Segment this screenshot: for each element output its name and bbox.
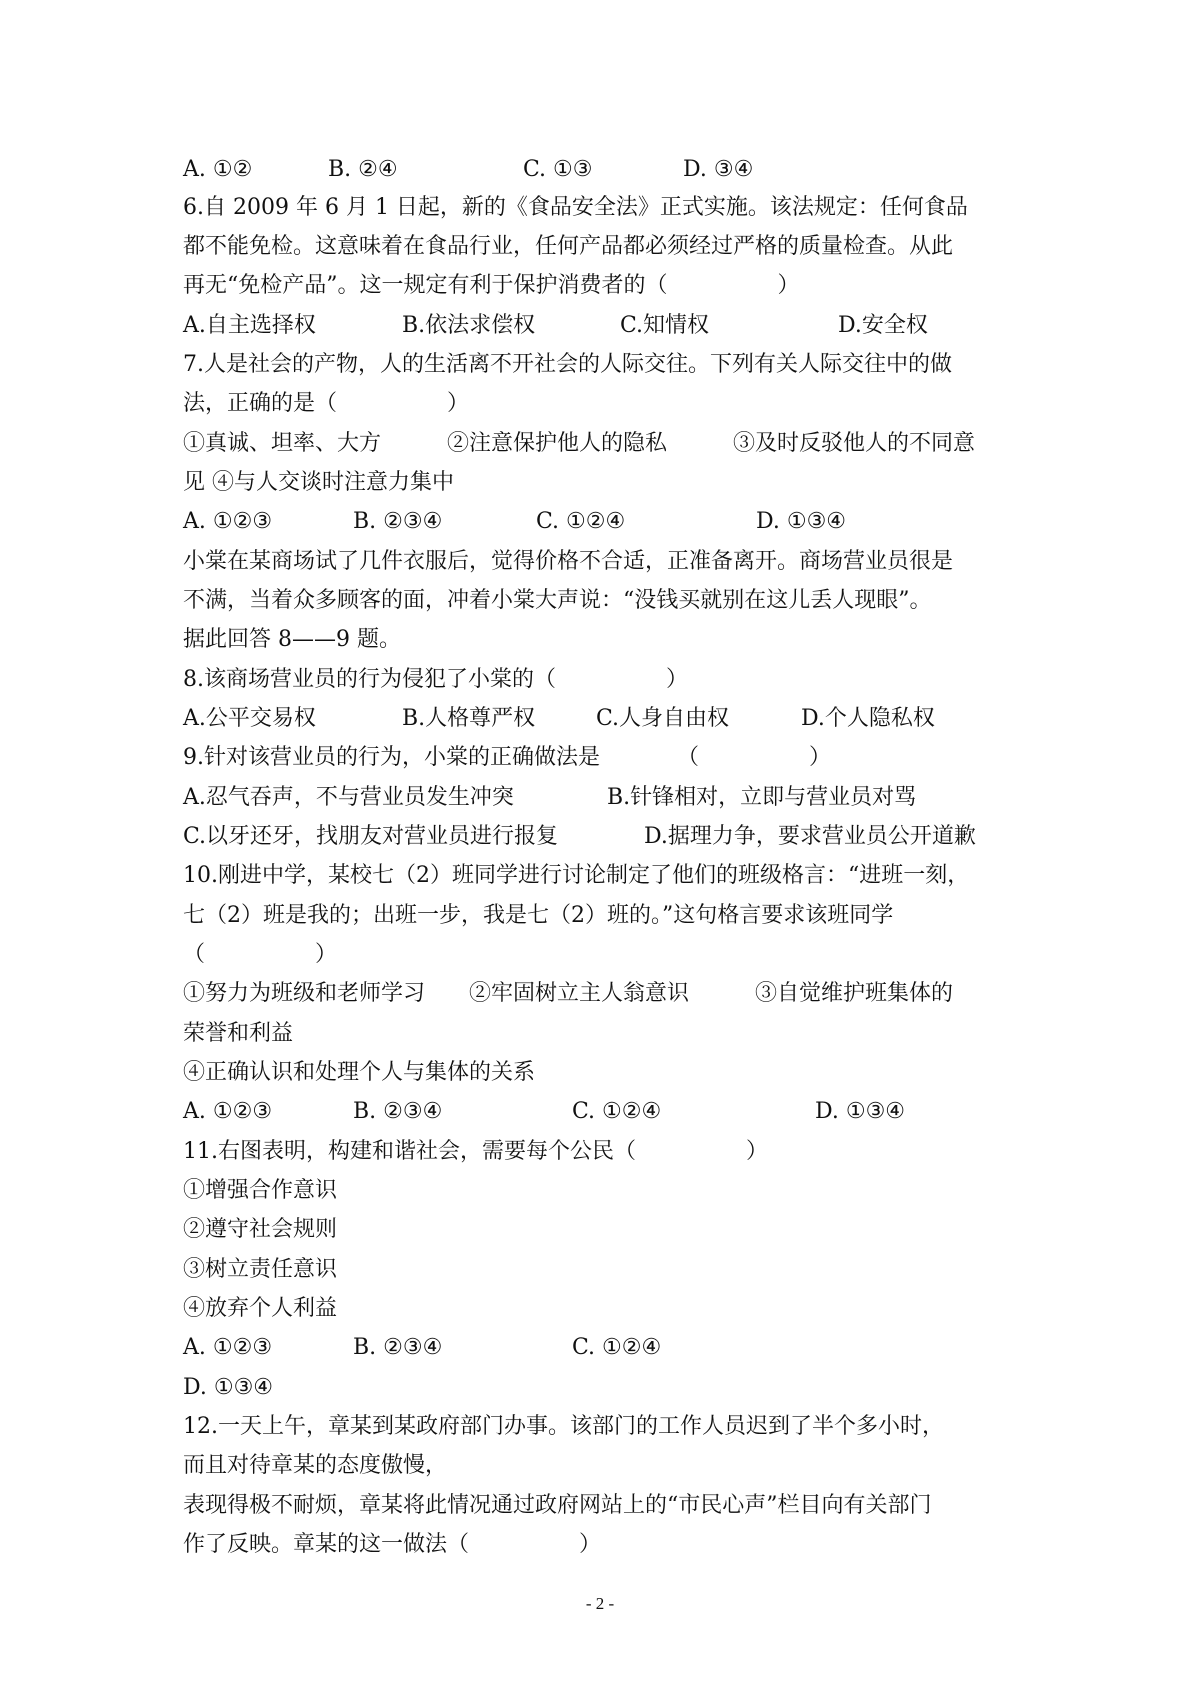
q6-stem-line: 6.自 2009 年 6 月 1 日起，新的《食品安全法》正式实施。该法规定：任何食品 <box>183 195 968 220</box>
q7-choice-line: ①真诚、坦率、大方 ②注意保护他人的隐私 ③及时反驳他人的不同意 <box>183 431 976 456</box>
q6-option-d: D.安全权 <box>838 313 928 338</box>
q11-option-b: B. ②③④ <box>353 1335 443 1360</box>
q8-option-c: C.人身自由权 <box>596 706 730 731</box>
q7-option-b: B. ②③④ <box>353 509 443 534</box>
q7-choice-line: 见 ④与人交谈时注意力集中 <box>183 470 454 495</box>
q10-option-a: A. ①②③ <box>183 1099 273 1124</box>
q10-choice-line: 荣誉和利益 <box>183 1021 294 1046</box>
q11-choice-line: ①增强合作意识 <box>183 1178 338 1203</box>
q11-choice-line: ②遵守社会规则 <box>183 1217 338 1242</box>
page-number: - 2 - <box>585 1594 615 1613</box>
q5-option-d: D. ③④ <box>683 157 754 182</box>
q8-option-d: D.个人隐私权 <box>801 706 935 731</box>
q10-stem-line: 七（2）班是我的；出班一步，我是七（2）班的。”这句格言要求该班同学 <box>183 903 894 928</box>
q5-option-c: C. ①③ <box>523 157 593 182</box>
q9-option-b: B.针锋相对，立即与营业员对骂 <box>607 785 917 810</box>
q8-option-b: B.人格尊严权 <box>402 706 536 731</box>
q9-option-d: D.据理力争，要求营业员公开道歉 <box>644 824 976 849</box>
q10-option-d: D. ①③④ <box>815 1099 906 1124</box>
q10-choice-line: ④正确认识和处理个人与集体的关系 <box>183 1060 536 1085</box>
material-line: 小棠在某商场试了几件衣服后，觉得价格不合适，正准备离开。商场营业员很是 <box>183 549 954 574</box>
q11-option-c: C. ①②④ <box>572 1335 662 1360</box>
q7-stem-line: 法，正确的是（ ） <box>183 391 470 416</box>
q6-option-a: A.自主选择权 <box>183 313 316 338</box>
q7-stem-line: 7.人是社会的产物，人的生活离不开社会的人际交往。下列有关人际交往中的做 <box>183 352 952 377</box>
q12-stem-line: 而且对待章某的态度傲慢， <box>183 1453 448 1478</box>
q12-stem-line: 作了反映。章某的这一做法（ ） <box>183 1532 602 1557</box>
q9-stem: 9.针对该营业员的行为，小棠的正确做法是 （ ） <box>183 745 831 770</box>
q10-option-c: C. ①②④ <box>572 1099 662 1124</box>
q9-option-c: C.以牙还牙，找朋友对营业员进行报复 <box>183 824 559 849</box>
q8-option-a: A.公平交易权 <box>183 706 316 731</box>
material-line: 据此回答 8——9 题。 <box>183 627 401 652</box>
q11-option-a: A. ①②③ <box>183 1335 273 1360</box>
q7-option-a: A. ①②③ <box>183 509 273 534</box>
q7-option-d: D. ①③④ <box>756 509 847 534</box>
q6-option-c: C.知情权 <box>620 313 710 338</box>
q6-stem-line: 都不能免检。这意味着在食品行业，任何产品都必须经过严格的质量检查。从此 <box>183 234 954 259</box>
q9-option-a: A.忍气吞声，不与营业员发生冲突 <box>183 785 514 810</box>
q12-stem-line: 表现得极不耐烦，章某将此情况通过政府网站上的“市民心声”栏目向有关部门 <box>183 1493 932 1518</box>
q6-stem-line: 再无“免检产品”。这一规定有利于保护消费者的（ ） <box>183 273 800 298</box>
q10-choice-line: ①努力为班级和老师学习 ②牢固树立主人翁意识 ③自觉维护班集体的 <box>183 981 954 1006</box>
material-line: 不满，当着众多顾客的面，冲着小棠大声说：“没钱买就别在这儿丢人现眼”。 <box>183 588 932 613</box>
q10-stem-line: （ ） <box>183 942 338 967</box>
q12-stem-line: 12.一天上午，章某到某政府部门办事。该部门的工作人员迟到了半个多小时， <box>183 1414 944 1439</box>
q5-option-b: B. ②④ <box>328 157 398 182</box>
q6-option-b: B.依法求偿权 <box>402 313 536 338</box>
q11-stem: 11.右图表明，构建和谐社会，需要每个公民（ ） <box>183 1139 768 1164</box>
q8-stem: 8.该商场营业员的行为侵犯了小棠的（ ） <box>183 667 688 692</box>
q11-choice-line: ④放弃个人利益 <box>183 1296 338 1321</box>
q10-stem-line: 10.刚进中学，某校七（2）班同学进行讨论制定了他们的班级格言：“进班一刻， <box>183 863 970 888</box>
q11-option-d: D. ①③④ <box>183 1375 274 1400</box>
q11-choice-line: ③树立责任意识 <box>183 1257 338 1282</box>
q5-option-a: A. ①② <box>183 157 253 182</box>
q10-option-b: B. ②③④ <box>353 1099 443 1124</box>
q7-option-c: C. ①②④ <box>536 509 626 534</box>
